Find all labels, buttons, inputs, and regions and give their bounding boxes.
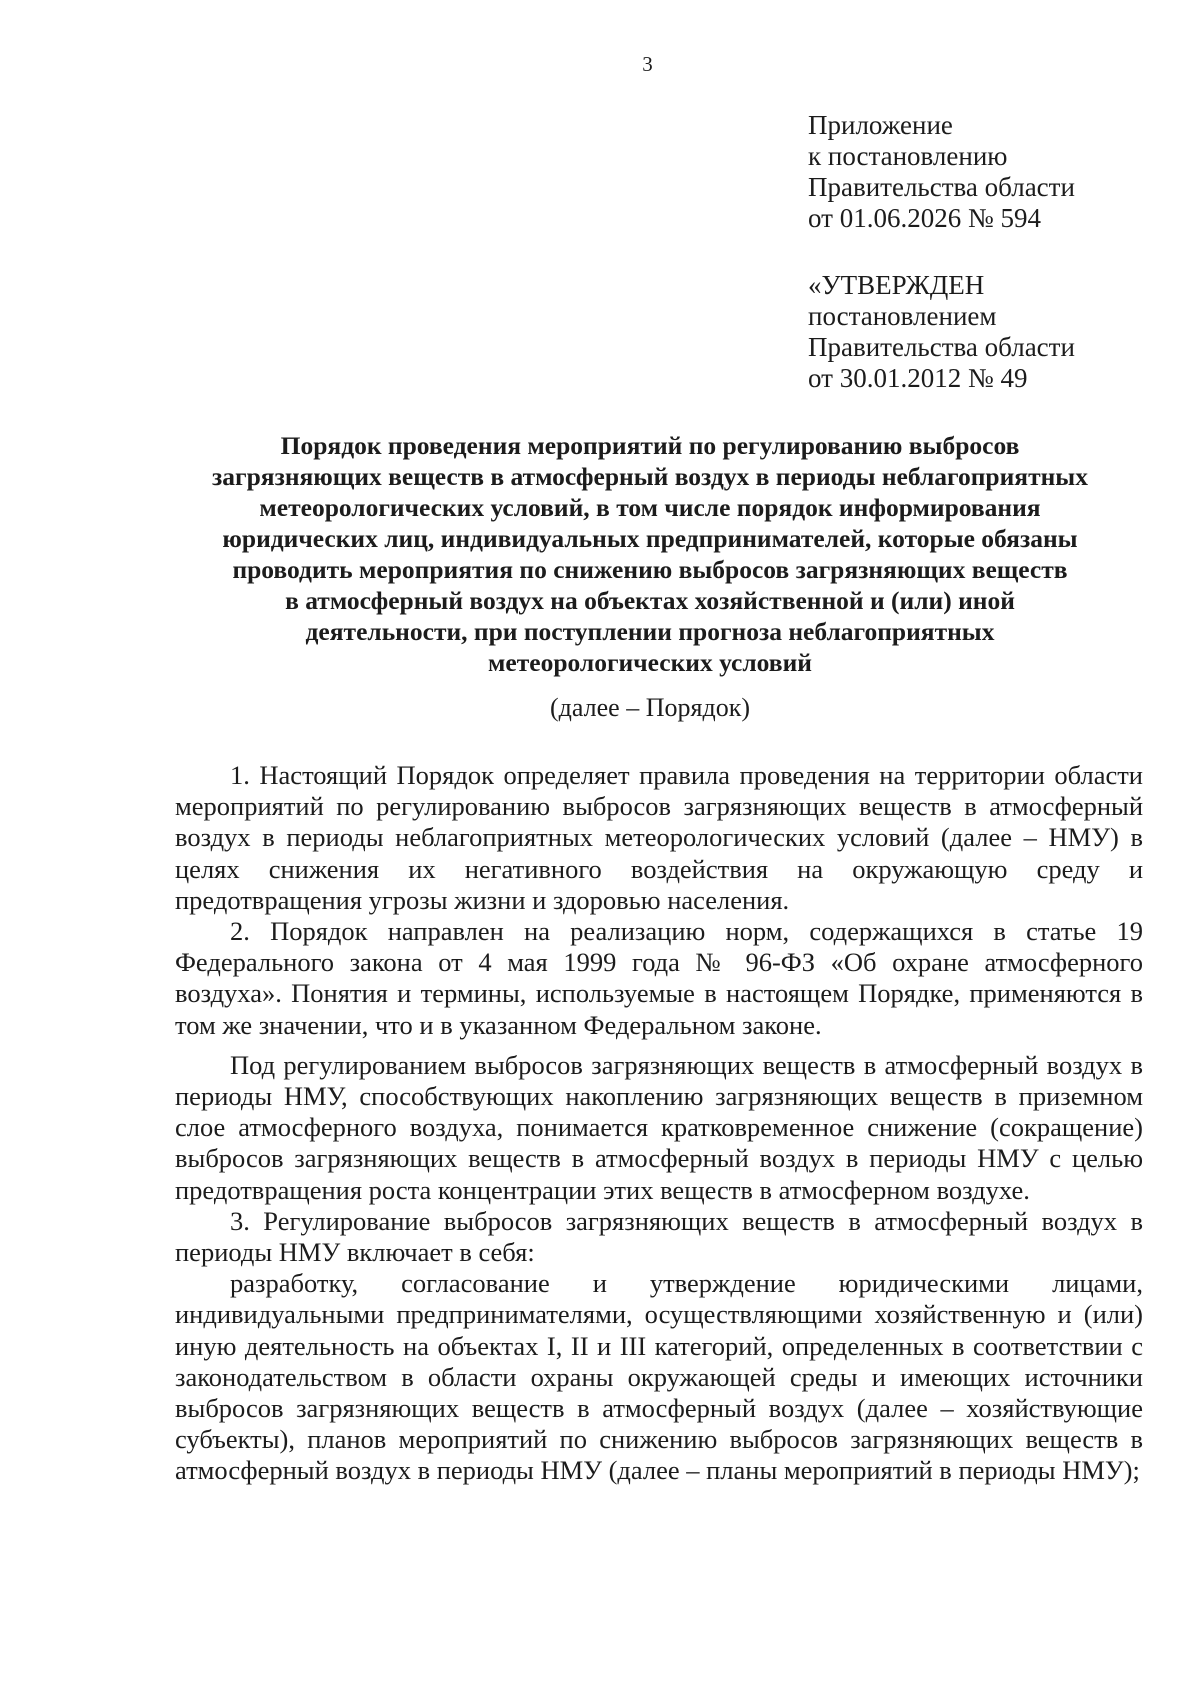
title-line: метеорологических условий bbox=[488, 648, 812, 677]
annex-line: от 01.06.2026 № 594 bbox=[808, 203, 1041, 233]
title-line: в атмосферный воздух на объектах хозяйственной и (или) иной bbox=[285, 586, 1015, 615]
document-subtitle: (далее – Порядок) bbox=[550, 693, 750, 722]
document-body bbox=[175, 760, 1143, 1487]
annex-block bbox=[808, 110, 1075, 234]
title-line: метеорологических условий, в том числе порядок информирования bbox=[259, 493, 1041, 522]
paragraph-4: 3. Регулирование выбросов загрязняющих веществ в атмосферный воздух в периоды НМУ включает в себя: bbox=[175, 1205, 1143, 1268]
title-line: проводить мероприятия по снижению выбросов загрязняющих веществ bbox=[232, 555, 1068, 584]
paragraph-1: 1. Настоящий Порядок определяет правила проведения на территории области мероприятий по регулированию выбросов загрязняющих веществ в атмосферный воздух в периоды неблагоприятных метеорологических условий (далее – НМУ) в целях снижения их негативного воздействия на окружающую среду и предотвращения угрозы жизни и здоровью населения. bbox=[175, 760, 1143, 915]
approved-line: от 30.01.2012 № 49 bbox=[808, 363, 1028, 393]
approved-line: Правительства области bbox=[808, 332, 1075, 362]
title-line: юридических лиц, индивидуальных предпринимателей, которые обязаны bbox=[222, 524, 1078, 553]
approved-line: «УТВЕРЖДЕН bbox=[808, 270, 985, 300]
document-title bbox=[150, 430, 1150, 678]
approved-line: постановлением bbox=[808, 301, 997, 331]
approved-block bbox=[808, 270, 1075, 394]
annex-line: Правительства области bbox=[808, 172, 1075, 202]
page-number: 3 bbox=[642, 52, 653, 76]
paragraph-3: Под регулированием выбросов загрязняющих веществ в атмосферный воздух в периоды НМУ, способствующих накоплению загрязняющих веществ в приземном слое атмосферного воздуха, понимается кратковременное снижение (сокращение) выбросов загрязняющих веществ в атмосферный воздух в периоды НМУ с целью предотвращения роста концентрации этих веществ в атмосферном воздухе. bbox=[175, 1049, 1143, 1205]
title-line: деятельности, при поступлении прогноза неблагоприятных bbox=[305, 617, 995, 646]
annex-line: Приложение bbox=[808, 110, 953, 140]
title-line: загрязняющих веществ в атмосферный воздух в периоды неблагоприятных bbox=[212, 462, 1088, 491]
title-line: Порядок проведения мероприятий по регулированию выбросов bbox=[280, 431, 1020, 460]
annex-line: к постановлению bbox=[808, 141, 1008, 171]
paragraph-5: разработку, согласование и утверждение юридическими лицами, индивидуальными предпринимателями, осуществляющими хозяйственную и (или) иную деятельность на объектах I, II и III категорий, определенных в соответствии с законодательством в области охраны окружающей среды и имеющих источники выбросов загрязняющих веществ в атмосферный воздух (далее – хозяйствующие субъекты), планов мероприятий по снижению выбросов загрязняющих веществ в атмосферный воздух в периоды НМУ (далее – планы мероприятий в периоды НМУ); bbox=[175, 1268, 1143, 1486]
paragraph-2: 2. Порядок направлен на реализацию норм, содержащихся в статье 19 Федерального закона от 4 мая 1999 года № 96-ФЗ «Об охране атмосферного воздуха». Понятия и термины, используемые в настоящем Порядке, применяются в том же значении, что и в указанном Федеральном законе. bbox=[175, 916, 1143, 1040]
